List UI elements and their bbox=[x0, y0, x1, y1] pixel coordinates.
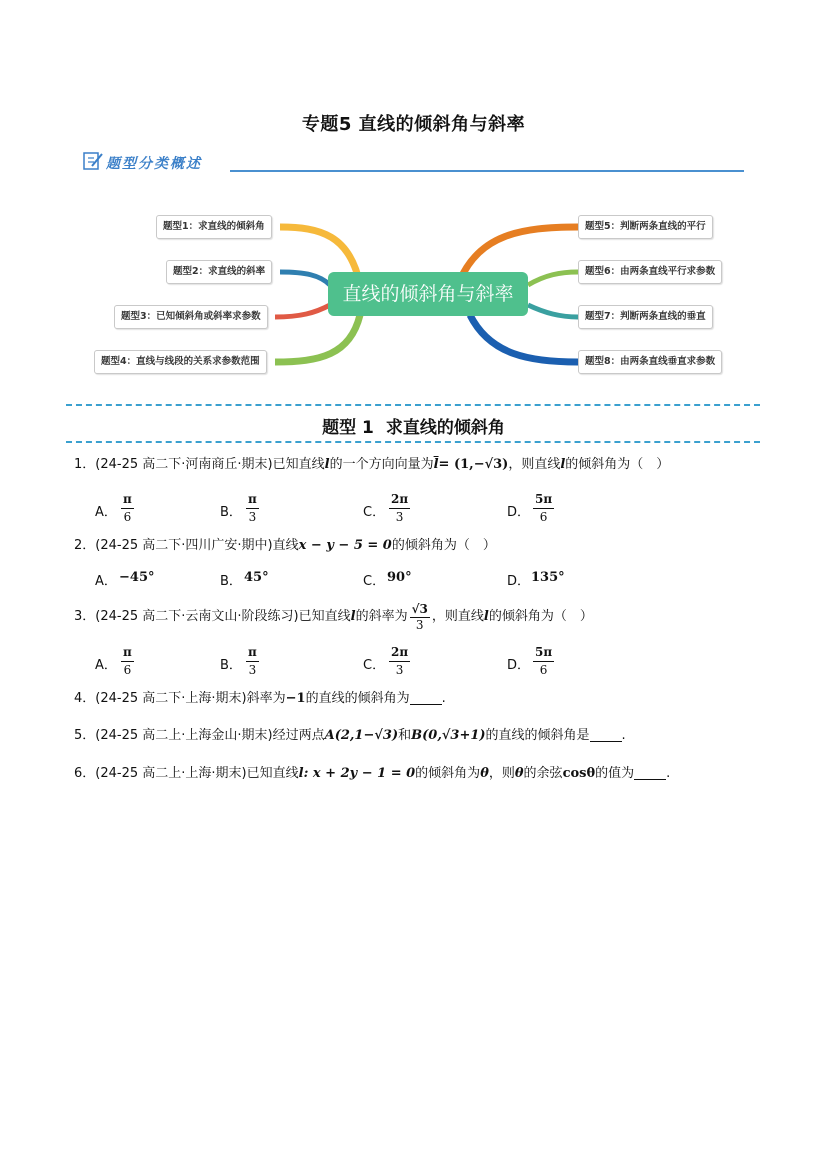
question-4: 4．(24-25 高二下·上海·期末)斜率为−1的直线的倾斜角为 . bbox=[74, 691, 446, 706]
question-5: 5．(24-25 高二上·上海金山·期末)经过两点A(2,1−√3)和B(0,√3+1)的直线的倾斜角是 . bbox=[74, 728, 626, 743]
branch-8 bbox=[470, 315, 578, 362]
pencil-icon bbox=[82, 150, 104, 172]
question-2-options: A． −45° B． 45° C． 90° D． 135° bbox=[95, 570, 565, 589]
branch-4 bbox=[275, 315, 360, 362]
mind-node-type3: 题型3：已知倾斜角或斜率求参数 bbox=[114, 305, 268, 329]
type1-name: 求直线的倾斜角 bbox=[385, 418, 505, 438]
mind-node-type4: 题型4：直线与线段的关系求参数范围 bbox=[94, 350, 267, 374]
mind-node-type7: 题型7：判断两条直线的垂直 bbox=[578, 305, 713, 329]
question-6: 6．(24-25 高二上·上海·期末)已知直线l: x + 2y − 1 = 0的倾斜角为θ，则θ的余弦cosθ的值为 . bbox=[74, 766, 671, 781]
answer-blank[interactable] bbox=[410, 691, 442, 705]
question-1: 1．(24-25 高二下·河南商丘·期末)已知直线l的一个方向向量为$\overline{l}= (1,-√3)$，则直线l的倾斜角为（ ） bbox=[74, 457, 670, 472]
document-title: 专题5 直线的倾斜角与斜率 bbox=[301, 114, 526, 135]
branch-6 bbox=[528, 272, 578, 285]
mind-node-type8: 题型8：由两条直线垂直求参数 bbox=[578, 350, 722, 374]
question-2: 2．(24-25 高二下·四川广安·期中)直线x − y − 5 = 0的倾斜角为（ ） bbox=[74, 538, 496, 553]
mind-node-type5: 题型5：判断两条直线的平行 bbox=[578, 215, 713, 239]
dashed-divider-top bbox=[66, 404, 760, 406]
dashed-divider-bottom bbox=[66, 441, 760, 443]
question-3-options: A． $\frac{\pi}{6}$ B． $\frac{\pi}{3}$ C． $\frac{2\pi}{3}$ D． $\frac{5\pi}{6}$ bbox=[95, 645, 553, 677]
section-rule bbox=[230, 170, 744, 172]
mind-map bbox=[90, 205, 740, 385]
branch-7 bbox=[528, 305, 578, 317]
section-header bbox=[82, 148, 744, 178]
mind-node-type6: 题型6：由两条直线平行求参数 bbox=[578, 260, 722, 284]
section-label: 题型分类概述 bbox=[106, 156, 202, 172]
branch-3 bbox=[275, 305, 330, 317]
answer-blank[interactable] bbox=[590, 728, 622, 742]
type1-title bbox=[0, 413, 827, 438]
type1-label: 题型 1 bbox=[322, 418, 374, 438]
branch-2 bbox=[280, 272, 330, 285]
answer-blank[interactable] bbox=[634, 766, 666, 780]
mind-node-type2: 题型2：求直线的斜率 bbox=[166, 260, 272, 284]
mind-map-center: 直线的倾斜角与斜率 bbox=[328, 272, 528, 316]
question-3: 3．(24-25 高二下·云南文山·阶段练习)已知直线l的斜率为 $\frac{√3}{3}$ ，则直线l的倾斜角为（ ） bbox=[74, 602, 593, 632]
question-1-options: A． $\frac{\pi}{6}$ B． $\frac{\pi}{3}$ C． $\frac{2\pi}{3}$ D． $\frac{5\pi}{6}$ bbox=[95, 492, 553, 524]
mind-node-type1: 题型1：求直线的倾斜角 bbox=[156, 215, 272, 239]
